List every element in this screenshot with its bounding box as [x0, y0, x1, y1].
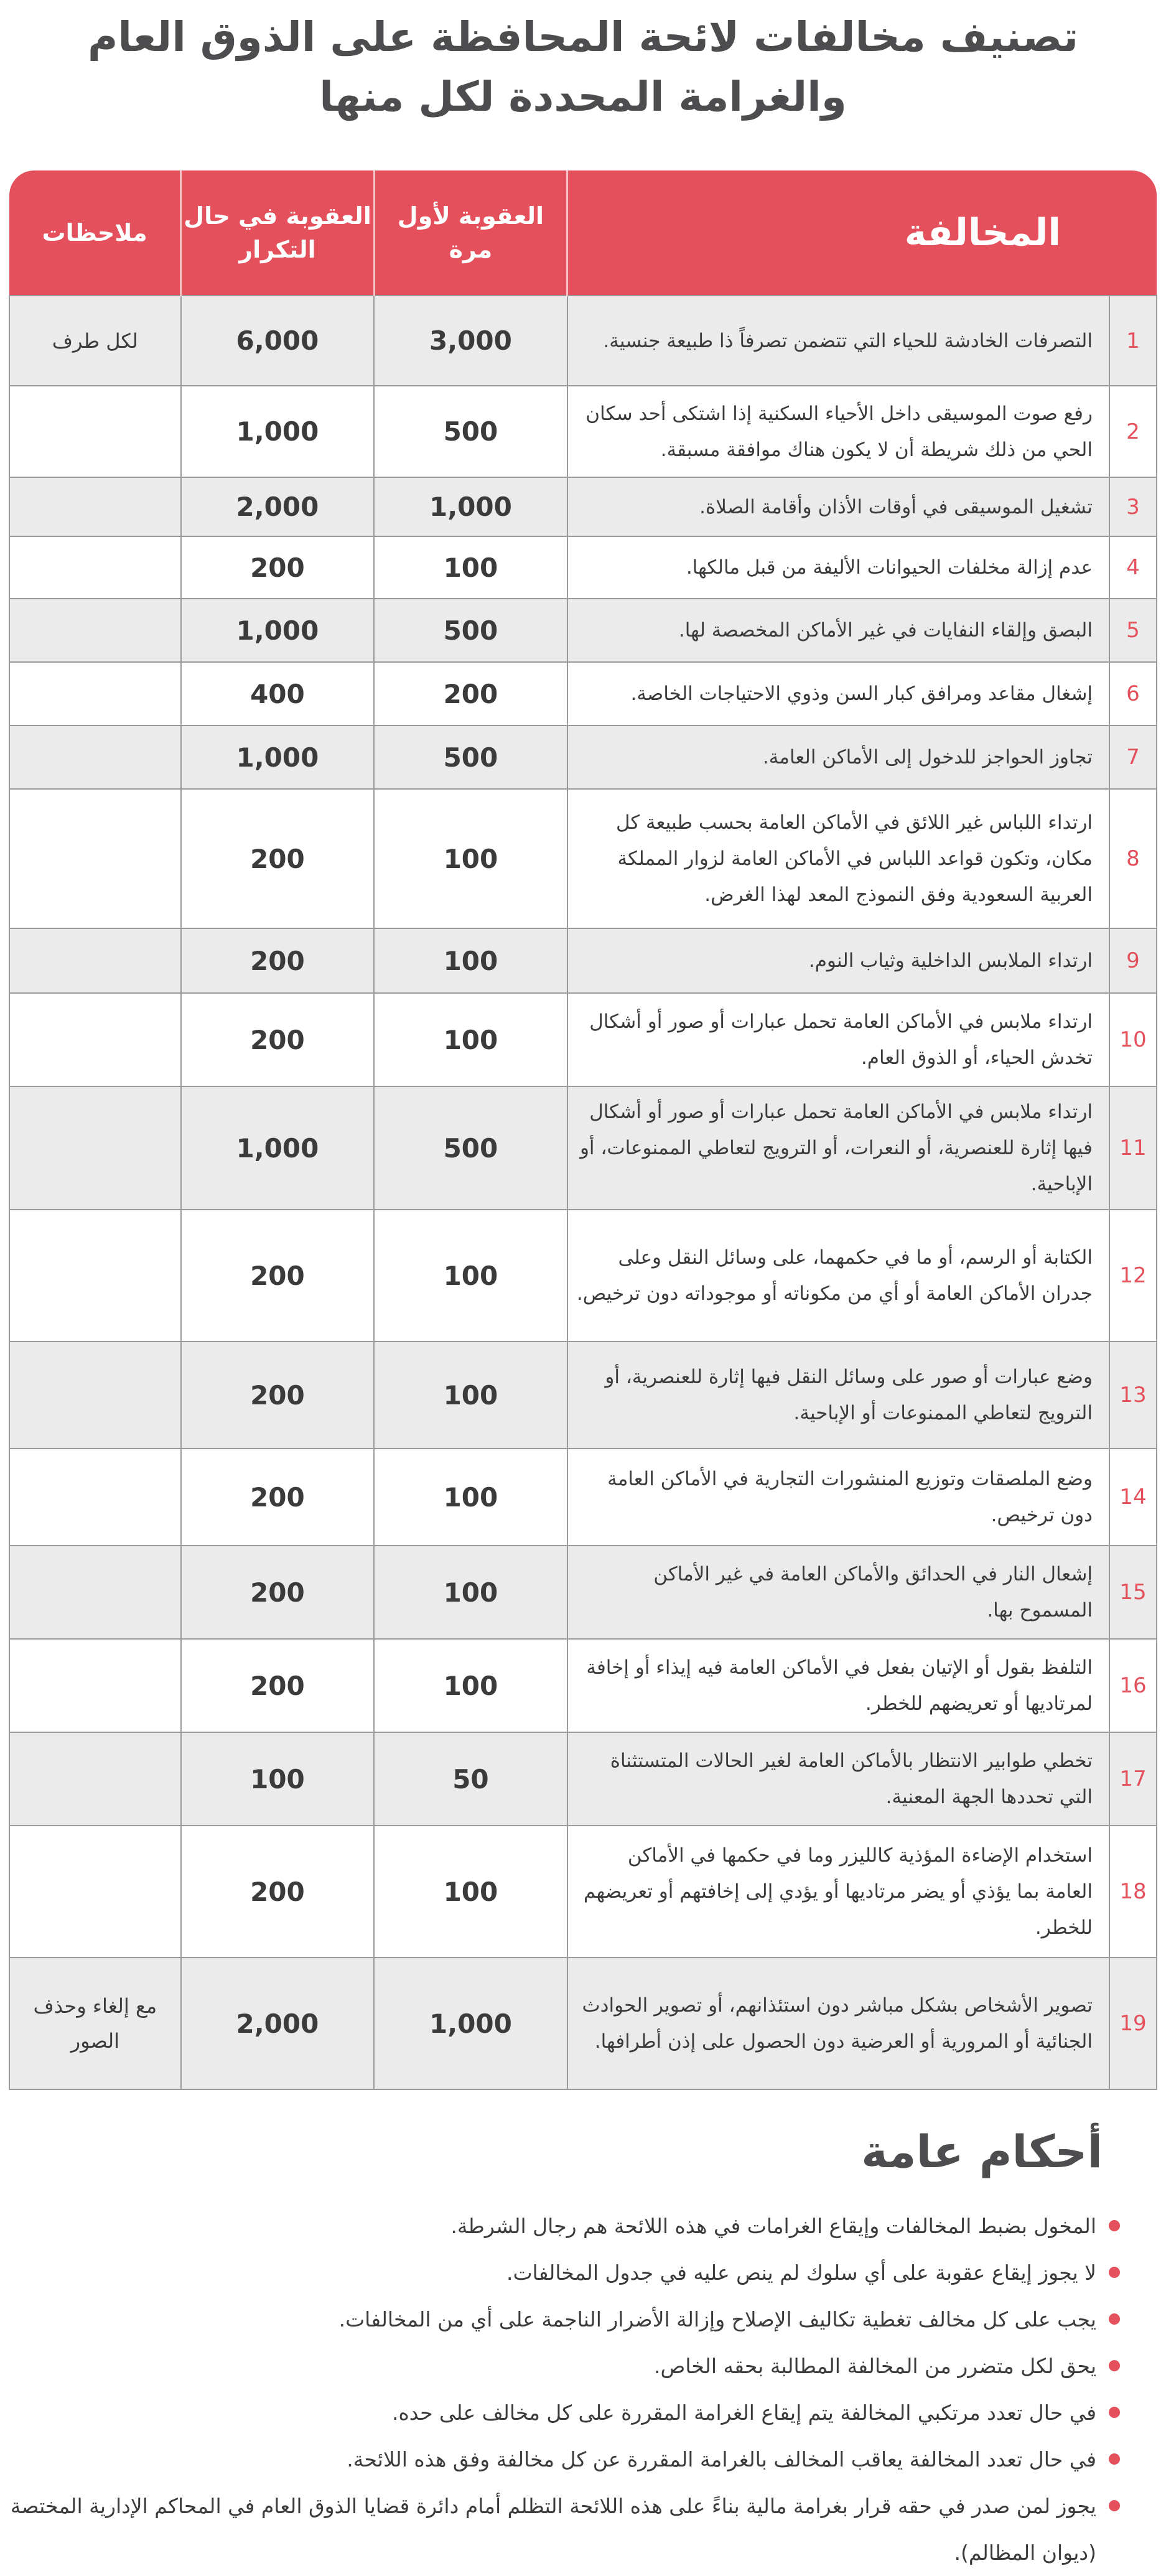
- table-row: [9, 726, 1157, 789]
- repeat-penalty: 1,000: [181, 726, 375, 789]
- note: [9, 1732, 181, 1826]
- first-penalty: 200: [374, 662, 567, 726]
- row-number: 6: [1109, 662, 1157, 726]
- repeat-penalty: 1,000: [181, 599, 375, 662]
- table-row: [9, 1958, 1157, 2089]
- violation-text: وضع الملصقات وتوزيع المنشورات التجارية في الأماكن العامة دون ترخيص.: [567, 1449, 1109, 1546]
- row-number: 14: [1109, 1449, 1157, 1546]
- list-item: يحق لكل متضرر من المخالفة المطالبة بحقه الخاص.: [4, 2343, 1124, 2389]
- first-penalty: 1,000: [374, 1958, 567, 2089]
- note: [9, 1086, 181, 1210]
- repeat-penalty: 100: [181, 1732, 375, 1826]
- table-row: [9, 993, 1157, 1086]
- row-number: 9: [1109, 928, 1157, 993]
- row-number: 8: [1109, 789, 1157, 928]
- first-penalty: 500: [374, 599, 567, 662]
- list-item: في حال تعدد مرتكبي المخالفة يتم إيقاع الغرامة المقررة على كل مخالف على حده.: [4, 2389, 1124, 2436]
- violation-text: تشغيل الموسيقى في أوقات الأذان وأقامة الصلاة.: [567, 477, 1109, 536]
- repeat-penalty: 200: [181, 1546, 375, 1639]
- repeat-penalty: 2,000: [181, 1958, 375, 2089]
- note: [9, 1826, 181, 1958]
- repeat-penalty: 200: [181, 1639, 375, 1732]
- row-number: 17: [1109, 1732, 1157, 1826]
- violation-text: الكتابة أو الرسم، أو ما في حكمهما، على وسائل النقل وعلى جدران الأماكن العامة أو أي من مكوناته أو موجوداته دون ترخيص.: [567, 1210, 1109, 1342]
- row-number: 16: [1109, 1639, 1157, 1732]
- violation-text: إشعال النار في الحدائق والأماكن العامة في غير الأماكن المسموح بها.: [567, 1546, 1109, 1639]
- row-number: 18: [1109, 1826, 1157, 1958]
- violation-text: التصرفات الخادشة للحياء التي تتضمن تصرفاً ذا طبيعة جنسية.: [567, 296, 1109, 386]
- note: [9, 662, 181, 726]
- first-penalty: 100: [374, 1449, 567, 1546]
- table-row: [9, 386, 1157, 477]
- violations-table: [9, 170, 1157, 2090]
- table-header-row: [9, 170, 1157, 296]
- row-number: 19: [1109, 1958, 1157, 2089]
- first-penalty: 100: [374, 789, 567, 928]
- page-title: [0, 7, 1166, 127]
- repeat-penalty: 200: [181, 928, 375, 993]
- repeat-penalty: 200: [181, 1826, 375, 1958]
- row-number: 15: [1109, 1546, 1157, 1639]
- row-number: 5: [1109, 599, 1157, 662]
- table-row: [9, 789, 1157, 928]
- repeat-penalty: 400: [181, 662, 375, 726]
- first-penalty: 100: [374, 1342, 567, 1449]
- note: [9, 726, 181, 789]
- note: مع إلغاء وحذف الصور: [9, 1958, 181, 2089]
- row-number: 11: [1109, 1086, 1157, 1210]
- note: [9, 1210, 181, 1342]
- first-penalty: 100: [374, 536, 567, 599]
- note: [9, 1639, 181, 1732]
- row-number: 2: [1109, 386, 1157, 477]
- list-item: يجوز لمن صدر في حقه قرار بغرامة مالية بناءً على هذه اللائحة التظلم أمام دائرة قضايا الذوق العام في المحاكم الإدارية المختصة (ديوان المظالم).: [4, 2483, 1124, 2576]
- table-row: [9, 1732, 1157, 1826]
- repeat-penalty: 1,000: [181, 386, 375, 477]
- table-row: [9, 1342, 1157, 1449]
- violation-text: ارتداء الملابس الداخلية وثياب النوم.: [567, 928, 1109, 993]
- first-penalty: 1,000: [374, 477, 567, 536]
- repeat-penalty: 200: [181, 1449, 375, 1546]
- table-row: [9, 477, 1157, 536]
- violation-text: وضع عبارات أو صور على وسائل النقل فيها إثارة للعنصرية، أو الترويج لتعاطي الممنوعات أو الإباحية.: [567, 1342, 1109, 1449]
- first-penalty: 50: [374, 1732, 567, 1826]
- first-penalty: 500: [374, 726, 567, 789]
- repeat-penalty: 200: [181, 789, 375, 928]
- repeat-penalty: 1,000: [181, 1086, 375, 1210]
- repeat-penalty: 200: [181, 993, 375, 1086]
- repeat-penalty: 200: [181, 1342, 375, 1449]
- general-provisions-list: [4, 2203, 1124, 2576]
- violation-text: التلفظ بقول أو الإتيان بفعل في الأماكن العامة فيه إيذاء أو إخافة لمرتاديها أو تعريضهم للخطر.: [567, 1639, 1109, 1732]
- violation-text: تخطي طوابير الانتظار بالأماكن العامة لغير الحالات المتستثناة التي تحددها الجهة المعنية.: [567, 1732, 1109, 1826]
- table-row: [9, 296, 1157, 386]
- note: [9, 386, 181, 477]
- table-row: [9, 1210, 1157, 1342]
- first-penalty: 100: [374, 1826, 567, 1958]
- repeat-penalty: 6,000: [181, 296, 375, 386]
- violation-text: رفع صوت الموسيقى داخل الأحياء السكنية إذا اشتكى أحد سكان الحي من ذلك شريطة أن لا يكون هناك موافقة مسبقة.: [567, 386, 1109, 477]
- table-row: [9, 536, 1157, 599]
- violation-text: عدم إزالة مخلفات الحيوانات الأليفة من قبل مالكها.: [567, 536, 1109, 599]
- table-row: [9, 928, 1157, 993]
- note: [9, 1342, 181, 1449]
- table-row: [9, 1639, 1157, 1732]
- repeat-penalty: 200: [181, 536, 375, 599]
- first-penalty: 500: [374, 1086, 567, 1210]
- header-number: [1109, 170, 1157, 296]
- table-row: [9, 599, 1157, 662]
- header-notes: ملاحظات: [9, 170, 181, 296]
- first-penalty: 100: [374, 1546, 567, 1639]
- page-title-line-1: تصنيف مخالفات لائحة المحافظة على الذوق العام: [88, 13, 1078, 61]
- row-number: 7: [1109, 726, 1157, 789]
- first-penalty: 3,000: [374, 296, 567, 386]
- note: لكل طرف: [9, 296, 181, 386]
- list-item: المخول بضبط المخالفات وإيقاع الغرامات في هذه اللائحة هم رجال الشرطة.: [4, 2203, 1124, 2249]
- header-violation: المخالفة: [567, 170, 1109, 296]
- row-number: 12: [1109, 1210, 1157, 1342]
- note: [9, 993, 181, 1086]
- note: [9, 1449, 181, 1546]
- list-item: في حال تعدد المخالفة يعاقب المخالف بالغرامة المقررة عن كل مخالفة وفق هذه اللائحة.: [4, 2436, 1124, 2483]
- violation-text: ارتداء ملابس في الأماكن العامة تحمل عبارات أو صور أو أشكال فيها إثارة للعنصرية، أو النعرات، أو الترويج لتعاطي الممنوعات، أو الإباحية.: [567, 1086, 1109, 1210]
- note: [9, 477, 181, 536]
- first-penalty: 100: [374, 928, 567, 993]
- violation-text: ارتداء اللباس غير اللائق في الأماكن العامة بحسب طبيعة كل مكان، وتكون قواعد اللباس في الأماكن العامة لزوار المملكة العربية السعودية وفق النموذج المعد لهذا الغرض.: [567, 789, 1109, 928]
- table-row: [9, 662, 1157, 726]
- note: [9, 599, 181, 662]
- header-first-penalty: العقوبة لأول مرة: [374, 170, 567, 296]
- table-row: [9, 1449, 1157, 1546]
- first-penalty: 100: [374, 1210, 567, 1342]
- note: [9, 928, 181, 993]
- row-number: 1: [1109, 296, 1157, 386]
- list-item: لا يجوز إيقاع عقوبة على أي سلوك لم ينص عليه في جدول المخالفات.: [4, 2249, 1124, 2296]
- violation-text: استخدام الإضاءة المؤذية كالليزر وما في حكمها في الأماكن العامة بما يؤذي أو يضر مرتاديها أو يؤدي إلى إخافتهم أو تعريضهم للخطر.: [567, 1826, 1109, 1958]
- violation-text: تجاوز الحواجز للدخول إلى الأماكن العامة.: [567, 726, 1109, 789]
- row-number: 3: [1109, 477, 1157, 536]
- table-row: [9, 1086, 1157, 1210]
- row-number: 13: [1109, 1342, 1157, 1449]
- first-penalty: 100: [374, 1639, 567, 1732]
- header-repeat-penalty: العقوبة في حال التكرار: [181, 170, 375, 296]
- violation-text: تصوير الأشخاص بشكل مباشر دون استئذانهم، أو تصوير الحوادث الجنائية أو المرورية أو العرضية دون الحصول على إذن أطرافها.: [567, 1958, 1109, 2089]
- repeat-penalty: 200: [181, 1210, 375, 1342]
- violation-text: البصق وإلقاء النفايات في غير الأماكن المخصصة لها.: [567, 599, 1109, 662]
- first-penalty: 100: [374, 993, 567, 1086]
- table-row: [9, 1546, 1157, 1639]
- table-row: [9, 1826, 1157, 1958]
- row-number: 10: [1109, 993, 1157, 1086]
- note: [9, 536, 181, 599]
- repeat-penalty: 2,000: [181, 477, 375, 536]
- note: [9, 1546, 181, 1639]
- general-provisions-title: أحكام عامة: [861, 2126, 1103, 2178]
- violation-text: ارتداء ملابس في الأماكن العامة تحمل عبارات أو صور أو أشكال تخدش الحياء، أو الذوق العام.: [567, 993, 1109, 1086]
- row-number: 4: [1109, 536, 1157, 599]
- list-item: يجب على كل مخالف تغطية تكاليف الإصلاح وإزالة الأضرار الناجمة على أي من المخالفات.: [4, 2296, 1124, 2343]
- violation-text: إشغال مقاعد ومرافق كبار السن وذوي الاحتياجات الخاصة.: [567, 662, 1109, 726]
- page-title-line-2: والغرامة المحددة لكل منها: [319, 73, 847, 121]
- note: [9, 789, 181, 928]
- first-penalty: 500: [374, 386, 567, 477]
